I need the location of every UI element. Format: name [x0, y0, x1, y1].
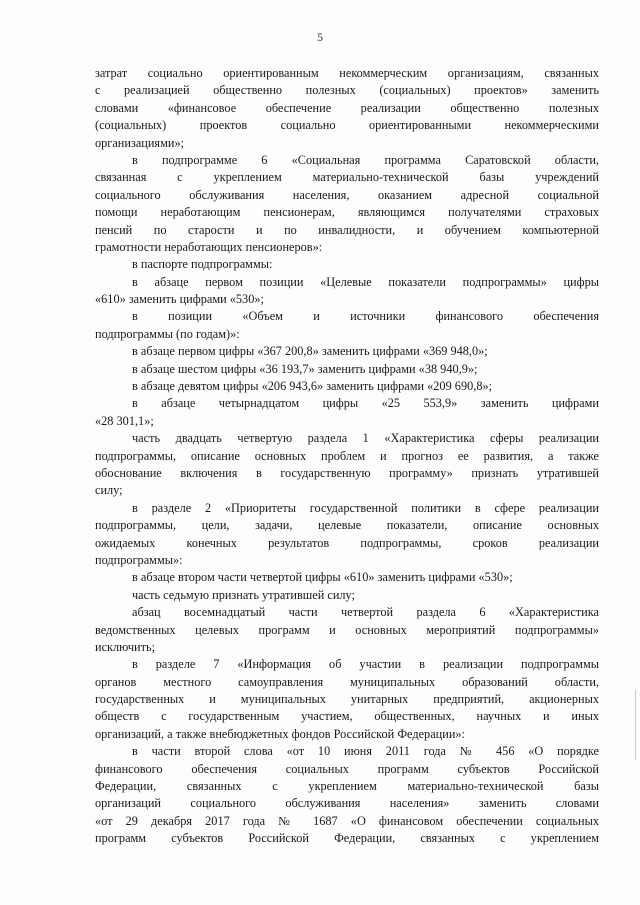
text-line: ожидаемых конечных результатов подпрограммы, сроков реализации — [95, 535, 599, 550]
text-line: в паспорте подпрограммы: — [132, 257, 273, 272]
text-line: в подпрограмме 6 «Социальная программа Саратовской области, — [132, 152, 599, 167]
text-line: государственных и муниципальных унитарных предприятий, акционерных — [95, 692, 599, 707]
text-line: в абзаце первом позиции «Целевые показатели подпрограммы» цифры — [132, 274, 599, 289]
text-line: абзац восемнадцатый части четвертой раздела 6 «Характеристика — [132, 605, 599, 620]
text-line: в разделе 7 «Информация об участии в реализации подпрограммы — [132, 657, 599, 672]
text-line: «от 29 декабря 2017 года № 1687 «О финансовом обеспечении социальных — [95, 813, 599, 828]
text-line: часть двадцать четвертую раздела 1 «Характеристика сферы реализации — [132, 431, 599, 446]
scan-edge-mark — [635, 690, 636, 760]
text-line: в абзаце втором части четвертой цифры «610» заменить цифрами «530»; — [132, 570, 513, 585]
text-line: организациями»; — [95, 135, 185, 150]
text-line: подпрограммы, цели, задачи, целевые показатели, описание основных — [95, 518, 599, 533]
text-line: в абзаце шестом цифры «36 193,7» заменить цифрами «38 940,9»; — [132, 361, 478, 376]
text-line: обществ с государственным участием, общественных, научных и иных — [95, 709, 599, 724]
text-line: силу; — [95, 483, 123, 498]
text-line: финансового обеспечения социальных программ субъектов Российской — [95, 761, 599, 776]
text-line: подпрограммы (по годам)»: — [95, 326, 240, 341]
text-line: «28 301,1»; — [95, 413, 154, 428]
text-line: (социальных) проектов социально ориентированными некоммерческими — [95, 118, 599, 133]
text-line: организаций социального обслуживания населения» заменить словами — [95, 796, 599, 811]
text-line: организаций, а также внебюджетных фондов Российской Федерации»: — [95, 726, 465, 741]
text-line: подпрограммы, описание основных проблем и прогноз ее развития, а также — [95, 448, 599, 463]
text-line: связанная с укреплением материально-технической базы учреждений — [95, 170, 599, 185]
text-line: органов местного самоуправления муниципальных образований области, — [95, 674, 599, 689]
text-line: в части второй слова «от 10 июня 2011 года № 456 «О порядке — [132, 744, 599, 759]
text-line: словами «финансовое обеспечение реализации общественно полезных — [95, 100, 599, 115]
page-number: 5 — [317, 30, 323, 44]
text-line: затрат социально ориентированным некоммерческим организациям, связанных — [95, 66, 599, 80]
text-line: ведомственных целевых программ и основных мероприятий подпрограммы» — [95, 622, 599, 637]
text-line: в разделе 2 «Приоритеты государственной политики в сфере реализации — [132, 500, 599, 515]
text-line: в абзаце девятом цифры «206 943,6» заменить цифрами «209 690,8»; — [132, 379, 493, 394]
text-line: подпрограммы»: — [95, 552, 183, 567]
text-line: программ субъектов Российской Федерации, связанных с укреплением — [95, 831, 599, 846]
text-line: в абзаце первом цифры «367 200,8» заменить цифрами «369 948,0»; — [132, 344, 488, 359]
text-line: с реализацией общественно полезных (социальных) проектов» заменить — [95, 83, 599, 98]
text-line: «610» заменить цифрами «530»; — [95, 292, 264, 307]
text-line: в позиции «Объем и источники финансового обеспечения — [132, 309, 599, 324]
text-line: обоснование включения в государственную программу» признать утратившей — [95, 465, 599, 480]
text-line: часть седьмую признать утратившей силу; — [132, 587, 355, 602]
text-line: исключить; — [95, 639, 156, 654]
document-body — [95, 65, 599, 848]
text-line: помощи неработающим пенсионерам, являющимся получателями страховых — [95, 205, 599, 220]
text-line: грамотности неработающих пенсионеров»: — [95, 239, 323, 254]
text-line: в абзаце четырнадцатом цифры «25 553,9» заменить цифрами — [132, 396, 599, 411]
text-line: Федерации, связанных с укреплением материально-технической базы — [95, 779, 599, 794]
text-line: социального обслуживания населения, оказанием адресной социальной — [95, 187, 599, 202]
text-line: пенсий по старости и по инвалидности, и обучением компьютерной — [95, 222, 599, 237]
